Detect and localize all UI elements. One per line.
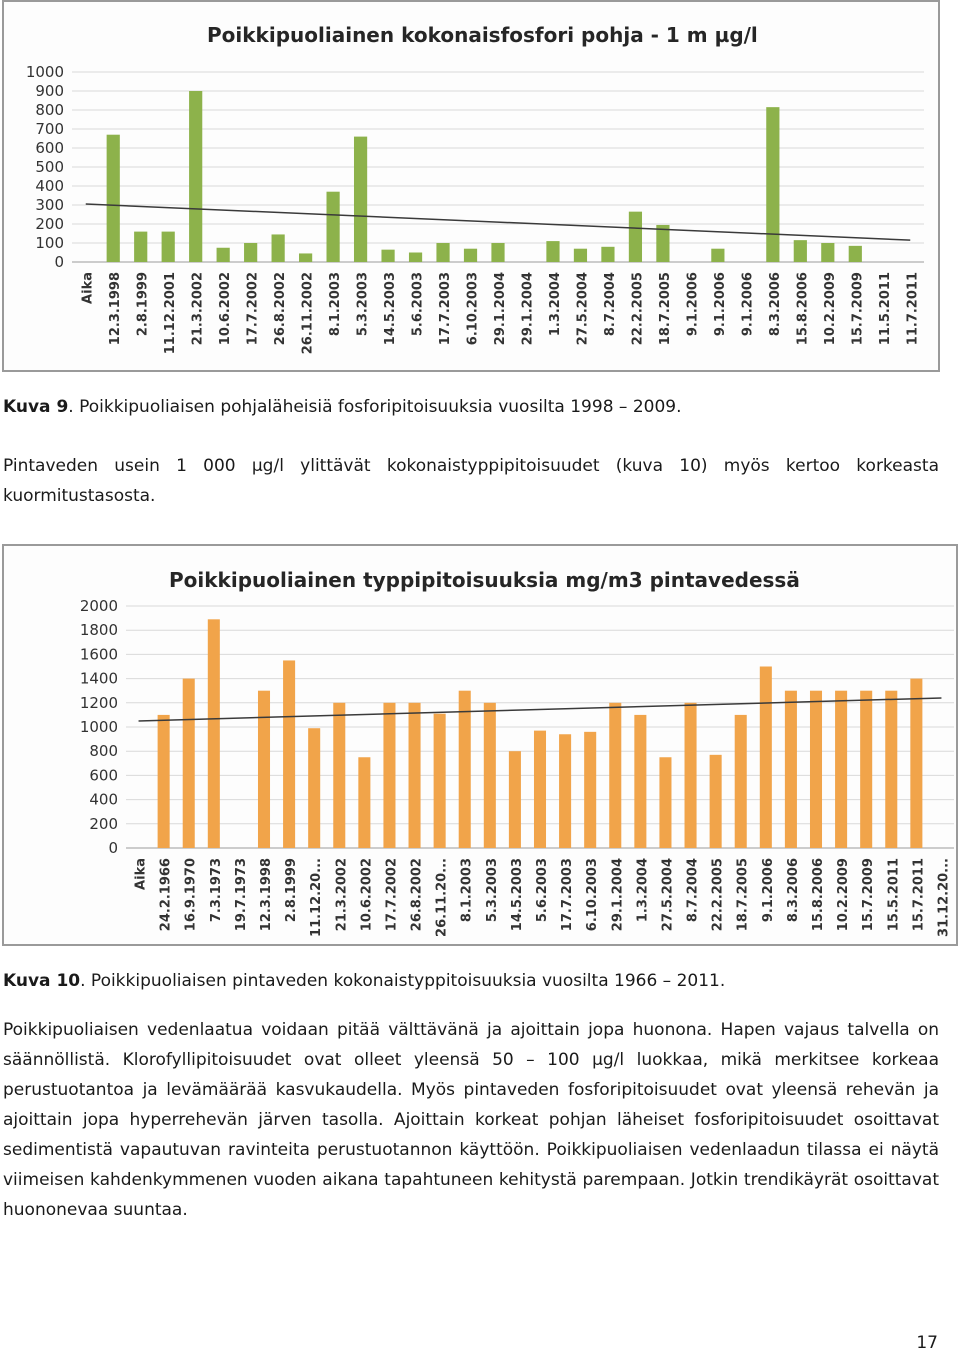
y-tick-label: 400	[89, 790, 118, 809]
x-tick-label: 17.7.2002	[245, 272, 261, 346]
x-tick-label: 8.7.2004	[602, 272, 618, 337]
y-tick-label: 800	[89, 742, 118, 761]
x-tick-label: 27.5.2004	[575, 272, 591, 346]
y-tick-label: 1200	[79, 693, 118, 712]
x-tick-label: Aika	[133, 858, 149, 890]
bar	[785, 691, 797, 848]
x-tick-label: 7.3.1973	[208, 858, 224, 923]
x-tick-label: 5.6.2003	[410, 272, 426, 337]
y-tick-label: 0	[54, 253, 64, 271]
x-tick-label: 24.2.1966	[158, 858, 174, 932]
phosphorus-chart	[2, 0, 940, 372]
x-tick-label: Aika	[80, 272, 96, 304]
x-tick-label: 17.7.2002	[384, 858, 400, 932]
x-tick-label: 5.6.2003	[535, 858, 550, 923]
x-tick-label: 8.7.2004	[685, 858, 701, 923]
bar	[534, 731, 546, 848]
bar	[333, 703, 345, 848]
bar	[464, 249, 477, 262]
bar	[162, 232, 175, 262]
y-tick-label: 1000	[25, 63, 64, 81]
x-tick-label: 15.5.2011	[886, 858, 902, 932]
bar	[629, 212, 642, 262]
x-tick-label: 17.7.2003	[560, 858, 576, 932]
bar	[574, 249, 587, 262]
x-tick-label: 9.1.2006	[685, 272, 701, 337]
figure-9-text: . Poikkipuoliaisen pohjaläheisiä fosforipitoisuuksia vuosilta 1998 – 2009.	[68, 397, 682, 417]
bar	[559, 734, 571, 848]
bar	[308, 728, 320, 848]
y-tick-label: 200	[35, 215, 64, 233]
bar	[283, 660, 295, 848]
figure-10-label: Kuva 10	[3, 971, 81, 991]
x-tick-label: 10.6.2002	[218, 272, 234, 346]
bar	[354, 137, 367, 262]
nitrogen-chart-svg	[4, 546, 956, 944]
bar	[860, 691, 872, 848]
x-tick-label: 15.8.2006	[795, 272, 811, 346]
x-tick-label: 11.12.2001	[163, 272, 179, 355]
bar	[107, 135, 120, 262]
bar	[134, 232, 147, 262]
x-tick-label: 5.3.2003	[484, 858, 500, 923]
bar	[189, 91, 202, 262]
x-tick-label: 21.3.2002	[190, 272, 206, 346]
x-tick-label: 17.7.2003	[438, 271, 454, 346]
bar	[835, 691, 847, 848]
y-tick-label: 900	[35, 82, 64, 100]
x-tick-label: 8.1.2003	[328, 272, 344, 337]
bar	[766, 107, 779, 262]
x-tick-label: 29.1.2004	[520, 272, 536, 346]
bar	[810, 691, 822, 848]
nitrogen-chart	[2, 544, 958, 946]
x-tick-label: 22.2.2005	[630, 272, 646, 346]
y-tick-label: 800	[35, 101, 64, 119]
bar	[634, 715, 646, 848]
bar	[459, 691, 471, 848]
x-tick-label: 10.2.2009	[836, 858, 852, 932]
y-tick-label: 100	[35, 234, 64, 252]
bar	[244, 243, 257, 262]
bar	[710, 755, 722, 848]
paragraph-water-quality: Poikkipuoliaisen vedenlaatua voidaan pitää välttävänä ja ajoittain jopa huonona. Hapen vajaus talvella on säännöllistä. Klorofyllipitoisuudet ovat olleet yleensä 50 – 100 µg/l luokkaa, mikä merkitsee korkeaa perustuotantoa ja levämäärää kasvukaudella. Myös pintaveden fosforipitoisuudet ovat yleensä rehevän ja ajoittain jopa hyperrehevän järven tasolla. Ajoittain korkeat pohjan läheiset fosforipitoisuudet osoittavat sedimentistä vapautuvan ravinteita perustuotannon käyttöön. Poikkipuoliaisen vedenlaadun tilassa ei näytä viimeisen kahdenkymmenen vuoden aikana tapahtuneen kehitystä parempaan. Jotkin trendikäyrät osoittavat huononevaa suuntaa.	[3, 1020, 939, 1220]
x-tick-label: 9.1.2006	[760, 858, 776, 923]
bar	[656, 225, 669, 262]
bar	[272, 234, 285, 262]
y-tick-label: 0	[108, 839, 118, 857]
x-tick-label: 2.8.1999	[284, 858, 300, 923]
x-tick-label: 6.10.2003	[585, 858, 601, 932]
bar	[409, 253, 422, 263]
x-tick-label: 19.7.1973	[233, 858, 249, 932]
bar	[258, 691, 270, 848]
x-tick-label: 16.9.1970	[183, 858, 199, 932]
x-tick-label: 26.11.20...	[434, 858, 450, 937]
x-tick-label: 15.8.2006	[811, 858, 826, 932]
y-tick-label: 600	[89, 766, 118, 785]
bar	[383, 703, 395, 848]
x-tick-label: 6.10.2003	[465, 271, 481, 346]
x-tick-label: 10.6.2002	[359, 858, 375, 932]
bar	[183, 679, 195, 848]
x-tick-label: 8.3.2006	[767, 272, 783, 337]
figure-10-caption	[3, 970, 725, 992]
bar	[601, 247, 614, 262]
x-tick-label: 29.1.2004	[493, 272, 508, 346]
bar	[217, 248, 230, 262]
x-tick-label: 15.7.2009	[861, 858, 877, 932]
bar	[659, 757, 671, 848]
y-tick-label: 500	[35, 158, 64, 176]
x-tick-label: 11.5.2011	[877, 272, 893, 346]
bar	[299, 253, 312, 262]
x-tick-label: 11.7.2011	[905, 272, 921, 346]
bar	[409, 703, 421, 848]
y-tick-label: 1000	[79, 718, 118, 736]
x-tick-label: 8.3.2006	[785, 858, 801, 923]
bar	[208, 619, 220, 848]
x-tick-label: 21.3.2002	[334, 858, 350, 932]
bar	[910, 679, 922, 848]
x-tick-label: 26.8.2002	[409, 858, 425, 932]
bar	[484, 703, 496, 848]
trendline	[86, 204, 911, 240]
chart-title: Poikkipuoliainen typpipitoisuuksia mg/m3 pintavedessä	[169, 568, 800, 592]
x-tick-label: 2.8.1999	[135, 272, 151, 337]
bar	[436, 243, 449, 262]
chart-title: Poikkipuoliainen kokonaisfosfori pohja - 1 m µg/l	[207, 23, 758, 47]
bar	[609, 703, 621, 848]
x-tick-label: 18.7.2005	[657, 272, 673, 346]
bar	[509, 751, 521, 848]
bar	[711, 249, 724, 262]
bar	[381, 250, 394, 262]
x-tick-label: 12.3.1998	[108, 272, 124, 346]
bar	[584, 732, 596, 848]
x-tick-label: 22.2.2005	[710, 858, 726, 932]
x-tick-label: 15.7.2011	[911, 858, 927, 932]
x-tick-label: 29.1.2004	[610, 858, 626, 932]
bar	[358, 757, 370, 848]
bar	[760, 667, 772, 849]
bar	[491, 243, 504, 262]
x-tick-label: 8.1.2003	[459, 858, 475, 923]
x-tick-label: 26.8.2002	[273, 272, 289, 346]
page-number: 17	[916, 1333, 938, 1353]
bar	[327, 192, 340, 262]
x-tick-label: 14.5.2003	[509, 858, 525, 932]
y-tick-label: 300	[35, 196, 64, 214]
figure-9-label: Kuva 9	[3, 397, 69, 417]
bar	[794, 240, 807, 262]
phosphorus-chart-svg	[4, 2, 938, 370]
x-tick-label: 15.7.2009	[850, 272, 866, 346]
x-tick-label: 9.1.2006	[740, 272, 756, 337]
y-tick-label: 400	[35, 177, 64, 195]
x-tick-label: 31.12.20...	[936, 858, 952, 937]
y-tick-label: 200	[89, 814, 118, 833]
bar	[735, 715, 747, 848]
y-tick-label: 1800	[79, 621, 118, 640]
y-tick-label: 600	[35, 139, 64, 157]
y-tick-label: 2000	[79, 597, 118, 615]
x-tick-label: 1.3.2004	[547, 272, 563, 337]
y-tick-label: 1600	[79, 645, 118, 664]
x-tick-label: 9.1.2006	[712, 272, 728, 337]
x-tick-label: 11.12.20...	[309, 858, 325, 937]
bar	[158, 715, 170, 848]
x-tick-label: 12.3.1998	[259, 858, 274, 932]
y-tick-label: 700	[35, 120, 64, 138]
bar	[546, 241, 559, 262]
figure-10-text: . Poikkipuoliaisen pintaveden kokonaistyppitoisuuksia vuosilta 1966 – 2011.	[80, 971, 726, 991]
x-tick-label: 26.11.2002	[300, 272, 316, 355]
paragraph-nitrogen-note: Pintaveden usein 1 000 µg/l ylittävät kokonaistyppipitoisuudet (kuva 10) myös kertoo korkeasta kuormitustasosta.	[3, 456, 939, 506]
x-tick-label: 1.3.2004	[635, 858, 651, 923]
bar	[849, 246, 862, 262]
x-tick-label: 10.2.2009	[822, 272, 838, 346]
bar	[434, 714, 446, 848]
x-tick-label: 18.7.2005	[735, 858, 751, 932]
bar	[821, 243, 834, 262]
x-tick-label: 27.5.2004	[660, 858, 676, 932]
y-tick-label: 1400	[79, 669, 118, 688]
bar	[885, 691, 897, 848]
bar	[685, 703, 697, 848]
x-tick-label: 14.5.2003	[383, 272, 399, 346]
x-tick-label: 5.3.2003	[355, 272, 371, 337]
figure-9-caption	[3, 396, 682, 418]
